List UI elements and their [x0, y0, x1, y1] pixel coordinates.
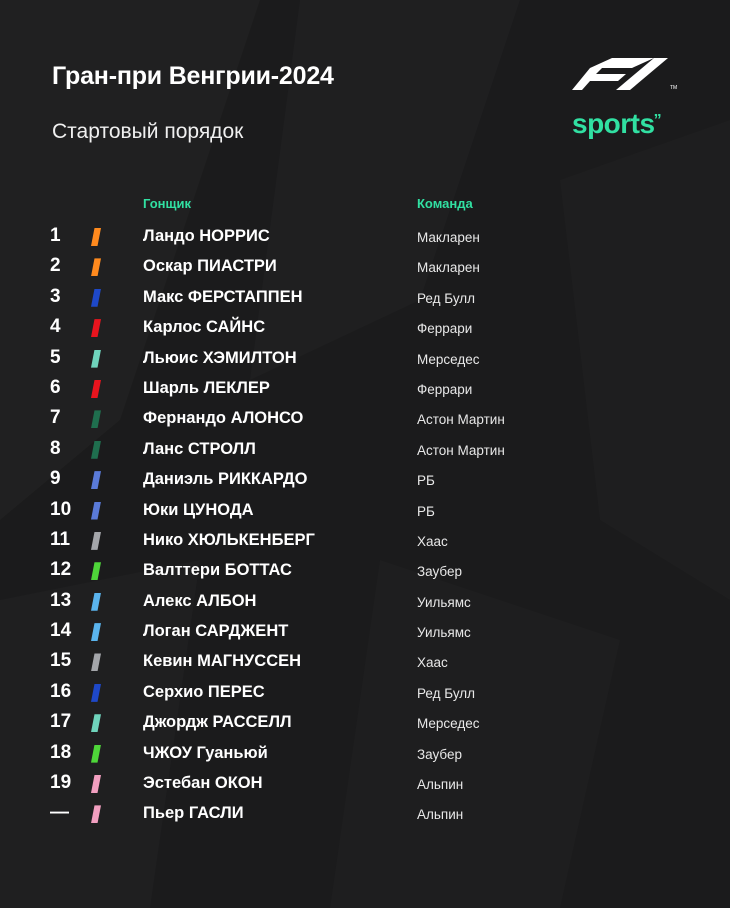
driver-name: Джордж РАССЕЛЛ [143, 713, 292, 732]
team-name: Мерседес [417, 716, 480, 732]
team-name: РБ [417, 473, 435, 489]
team-name: Макларен [417, 260, 480, 276]
team-name: Ред Булл [417, 685, 476, 701]
starting-grid-list [0, 222, 730, 830]
team-color-stripe [91, 289, 101, 307]
team-name: Мерседес [417, 351, 480, 367]
grid-row [0, 799, 730, 829]
grid-row [0, 496, 730, 526]
page-subtitle: Стартовый порядок [52, 120, 244, 143]
grid-position: 12 [50, 559, 72, 581]
driver-name: Нико ХЮЛЬКЕНБЕРГ [143, 530, 315, 549]
grid-row [0, 526, 730, 556]
team-name: Хаас [417, 533, 448, 549]
svg-text:TM: TM [670, 85, 678, 90]
grid-row [0, 404, 730, 434]
driver-name: Даниэль РИККАРДО [143, 470, 308, 489]
grid-row [0, 252, 730, 282]
team-name: Макларен [417, 230, 480, 245]
grid-position: 8 [50, 437, 61, 459]
team-name: Феррари [417, 321, 473, 337]
team-color-stripe [91, 502, 101, 520]
grid-row [0, 617, 730, 647]
grid-position: 11 [50, 528, 71, 550]
team-color-stripe [91, 775, 101, 793]
grid-row [0, 769, 730, 799]
sports-logo [572, 108, 661, 140]
driver-name: Пьер ГАСЛИ [143, 804, 244, 823]
team-color-stripe [91, 532, 101, 550]
team-color-stripe [91, 684, 101, 702]
team-color-stripe [91, 623, 101, 641]
driver-name: Ландо НОРРИС [143, 227, 270, 245]
driver-name: Ланс СТРОЛЛ [143, 439, 256, 458]
grid-row [0, 739, 730, 769]
team-color-stripe [91, 714, 101, 732]
grid-row [0, 222, 730, 252]
team-name: Хаас [417, 655, 448, 671]
page-title: Гран-при Венгрии-2024 [52, 62, 334, 90]
grid-row [0, 587, 730, 617]
driver-name: Логан САРДЖЕНТ [143, 622, 289, 641]
grid-position: 6 [50, 376, 61, 398]
grid-position: 16 [50, 680, 72, 702]
grid-row [0, 374, 730, 404]
team-color-stripe [91, 228, 101, 246]
team-name: Ред Булл [417, 290, 476, 306]
team-color-stripe [91, 319, 101, 337]
grid-row [0, 678, 730, 708]
team-color-stripe [91, 258, 101, 276]
team-color-stripe [91, 562, 101, 580]
team-color-stripe [91, 441, 101, 459]
grid-row [0, 465, 730, 495]
team-color-stripe [91, 745, 101, 763]
grid-position: 5 [50, 346, 61, 368]
team-color-stripe [91, 471, 101, 489]
grid-position: 1 [50, 225, 61, 246]
sports-logo-text: sports [572, 108, 655, 139]
team-name: Заубер [417, 564, 463, 580]
grid-row [0, 556, 730, 586]
team-name: Уильямс [417, 594, 471, 610]
grid-row [0, 435, 730, 465]
team-name: Уильямс [417, 625, 471, 641]
driver-name: Серхио ПЕРЕС [143, 682, 265, 701]
sports-logo-mark: ” [653, 112, 662, 129]
grid-position: 14 [50, 620, 72, 642]
driver-name: Карлос САЙНС [143, 318, 266, 337]
driver-name: Фернандо АЛОНСО [143, 409, 304, 428]
team-name: РБ [417, 503, 435, 519]
driver-name: Валттери БОТТАС [143, 561, 292, 580]
grid-position: 7 [50, 407, 61, 429]
team-name: Заубер [417, 746, 463, 762]
grid-position: 13 [50, 589, 72, 611]
grid-row [0, 344, 730, 374]
grid-row [0, 313, 730, 343]
grid-row [0, 283, 730, 313]
grid-position: 18 [50, 741, 72, 763]
grid-row [0, 647, 730, 677]
f1-logo-icon [572, 58, 680, 90]
team-color-stripe [91, 805, 101, 823]
grid-position: 19 [50, 772, 72, 794]
driver-name: Макс ФЕРСТАППЕН [143, 287, 303, 306]
driver-name: Льюис ХЭМИЛТОН [143, 348, 297, 367]
team-column-header: Команда [417, 196, 473, 211]
grid-row [0, 708, 730, 738]
grid-position: 2 [50, 255, 61, 277]
team-color-stripe [91, 593, 101, 611]
grid-position: 15 [50, 650, 72, 672]
team-name: Альпин [417, 807, 464, 823]
grid-position: 10 [50, 498, 72, 520]
grid-position: 17 [50, 711, 72, 733]
team-color-stripe [91, 350, 101, 368]
team-color-stripe [91, 380, 101, 398]
grid-position: 3 [50, 285, 61, 307]
driver-column-header: Гонщик [143, 196, 191, 211]
team-name: Альпин [417, 777, 464, 793]
driver-name: Оскар ПИАСТРИ [143, 257, 277, 276]
driver-name: ЧЖОУ Гуаньюй [143, 743, 268, 762]
team-name: Астон Мартин [417, 442, 505, 458]
driver-name: Кевин МАГНУССЕН [143, 652, 302, 671]
driver-name: Юки ЦУНОДА [143, 500, 254, 519]
grid-position: 4 [50, 316, 61, 338]
grid-position: 9 [50, 468, 61, 490]
driver-name: Алекс АЛБОН [143, 591, 257, 610]
driver-name: Эстебан ОКОН [143, 774, 263, 793]
team-color-stripe [91, 410, 101, 428]
team-name: Феррари [417, 381, 473, 397]
team-color-stripe [91, 653, 101, 671]
team-name: Астон Мартин [417, 412, 505, 428]
driver-name: Шарль ЛЕКЛЕР [143, 378, 270, 397]
grid-position: — [50, 802, 69, 824]
